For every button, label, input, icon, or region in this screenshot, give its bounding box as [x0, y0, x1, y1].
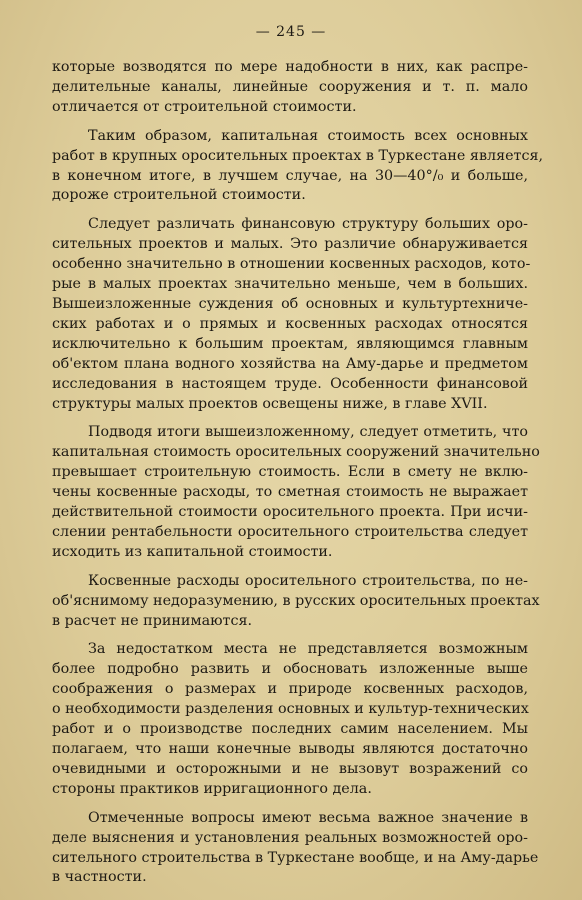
text-line: действительной стоимости оросительного проекта. При исчи- [52, 504, 528, 521]
text-line: в частности. [52, 869, 147, 886]
text-line: о необходимости разделения основных и культур-технических [52, 701, 529, 718]
text-line: делительные каналы, линейные сооружения и т. п. мало [52, 78, 528, 95]
text-line: рые в малых проектах значительно меньше, чем в больших. [52, 276, 528, 293]
text-line: стороны практиков ирригационного дела. [52, 780, 372, 797]
paragraph [52, 809, 539, 889]
text-line: об'ектом плана водного хозяйства на Аму-дарье и предметом [52, 355, 528, 372]
text-line: работ в крупных оросительных проектах в Туркестане является, [52, 147, 544, 164]
paragraph [52, 572, 540, 632]
text-line: деле выяснения и установления реальных возможностей оро- [52, 829, 528, 846]
text-line: особенно значительно в отношении косвенных расходов, кото- [52, 256, 531, 273]
text-line: исследования в настоящем труде. Особенности финансовой [52, 375, 528, 392]
paragraph [52, 58, 528, 118]
text-line: об'яснимому недоразумению, в русских оросительных проектах [52, 592, 540, 609]
text-line: превышает строительную стоимость. Если в смету не вклю- [52, 464, 528, 481]
text-line: отличается от строительной стоимости. [52, 98, 357, 115]
text-line: Отмеченные вопросы имеют весьма важное значение в [88, 809, 528, 826]
text-line: исключительно к большим проектам, являющимся главным [52, 335, 528, 352]
text-line: сительных проектов и малых. Это различие обнаруживается [52, 236, 528, 253]
text-line: которые возводятся по мере надобности в них, как распре- [52, 59, 528, 75]
paragraph [52, 640, 528, 799]
text-line: Подводя итоги вышеизложенному, следует отметить, что [88, 424, 528, 441]
text-line: слении рентабельности оросительного строительства следует [52, 523, 528, 540]
text-line: сительного строительства в Туркестане вообще, и на Аму-дарье [52, 849, 539, 866]
text-line: в конечном итоге, в лучшем случае, на 30—40°/₀ и больше, [52, 167, 528, 184]
text-line: ских работах и о прямых и косвенных расходах относятся [52, 315, 528, 332]
text-line: работ и о производстве последних самим населением. Мы [52, 721, 528, 738]
text-line: капитальная стоимость оросительных сооружений значительно [52, 444, 540, 461]
text-line: соображения о размерах и природе косвенных расходов, [52, 681, 528, 698]
text-line: Косвенные расходы оросительного строительства, по не- [88, 572, 528, 589]
text-line: более подробно развить и обосновать изложенные выше [52, 661, 528, 678]
text-line: полагаем, что наши конечные выводы являются достаточно [52, 741, 528, 757]
paragraph [52, 127, 544, 207]
text-line: Таким образом, капитальная стоимость всех основных [88, 127, 528, 144]
page-number: — 245 — [255, 24, 327, 40]
text-line: структуры малых проектов освещены ниже, в главе XVII. [52, 395, 488, 412]
text-line: Следует различать финансовую структуру больших оро- [88, 216, 528, 233]
paragraph [52, 215, 531, 414]
body-text [52, 58, 544, 897]
paragraph [52, 423, 540, 562]
text-line: Вышеизложенные суждения об основных и культуртехниче- [52, 295, 528, 312]
text-line: чены косвенные расходы, то сметная стоимость не выражает [52, 484, 528, 501]
text-line: дороже строительной стоимости. [52, 187, 306, 204]
text-line: исходить из капитальной стоимости. [52, 543, 333, 560]
text-line: За недостатком места не представляется возможным [88, 641, 528, 658]
text-line: очевидными и осторожными и не вызовут возражений со [52, 760, 528, 777]
text-line: в расчет не принимаются. [52, 612, 253, 629]
